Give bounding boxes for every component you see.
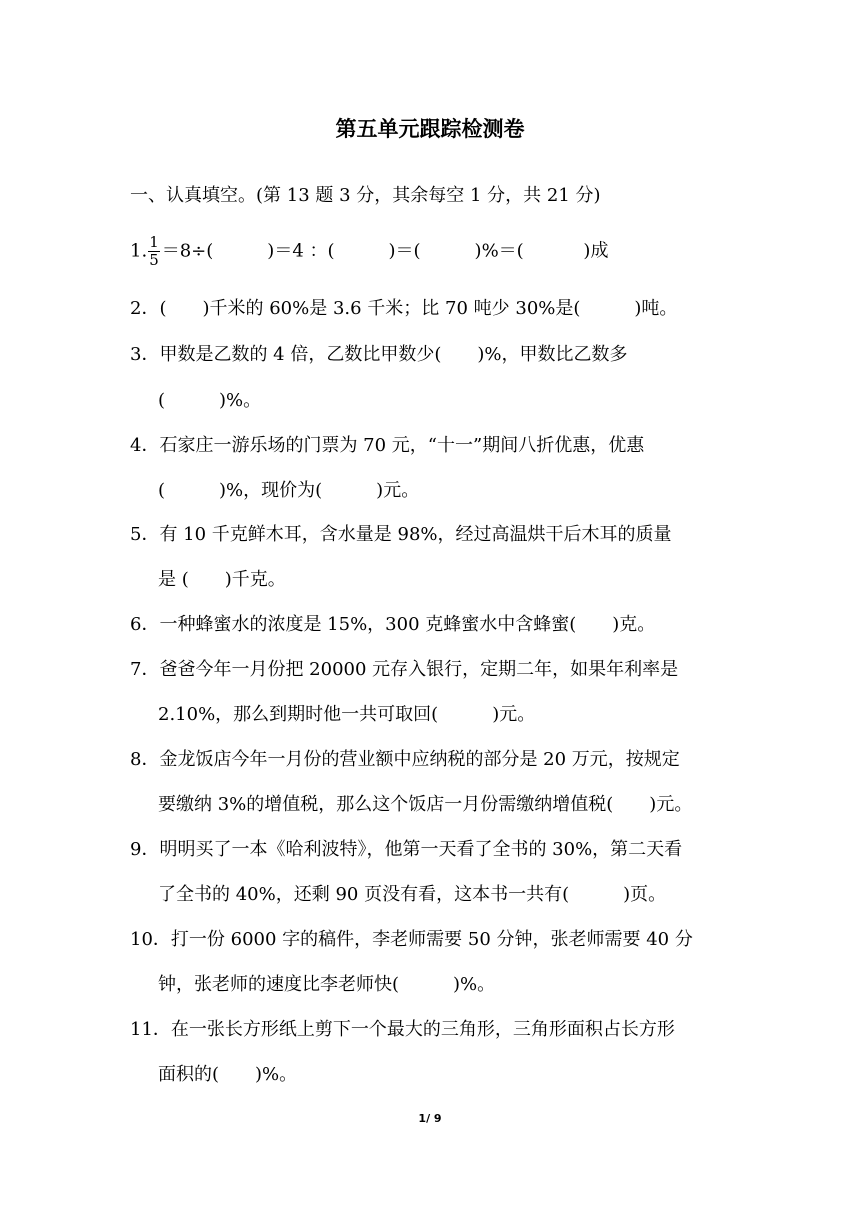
question-8-line-1: 8．金龙饭店今年一月份的营业额中应纳税的部分是 20 万元，按规定 (130, 749, 680, 770)
section-heading: 一、认真填空。(第 13 题 3 分，其余每空 1 分，共 21 分) (130, 185, 601, 206)
question-7-line-2: 2.10%，那么到期时他一共可取回( )元。 (158, 704, 536, 725)
question-8-line-2: 要缴纳 3%的增值税，那么这个饭店一月份需缴纳增值税( )元。 (158, 794, 693, 815)
question-10-line-1: 10．打一份 6000 字的稿件，李老师需要 50 分钟，张老师需要 40 分 (130, 929, 693, 950)
question-10-line-2: 钟，张老师的速度比李老师快( )%。 (158, 974, 496, 995)
question-3-line-1: 3．甲数是乙数的 4 倍，乙数比甲数少( )%，甲数比乙数多 (130, 344, 628, 365)
question-1-number: 1. (130, 240, 148, 262)
question-5-line-2: 是 ( )千克。 (158, 569, 286, 590)
page-number: 1/ 9 (418, 1112, 442, 1125)
question-2: 2．( )千米的 60%是 3.6 千米；比 70 吨少 30%是( )吨。 (130, 298, 678, 319)
fraction-numerator: 1 (149, 233, 159, 251)
question-4-line-1: 4．石家庄一游乐场的门票为 70 元，“十一”期间八折优惠，优惠 (130, 435, 645, 456)
question-7-line-1: 7．爸爸今年一月份把 20000 元存入银行，定期二年，如果年利率是 (130, 659, 679, 680)
question-9-line-2: 了全书的 40%，还剩 90 页没有看，这本书一共有( )页。 (158, 884, 667, 905)
question-11-line-1: 11．在一张长方形纸上剪下一个最大的三角形，三角形面积占长方形 (130, 1019, 675, 1040)
question-9-line-1: 9．明明买了一本《哈利波特》，他第一天看了全书的 30%，第二天看 (130, 839, 683, 860)
document-title: 第五单元跟踪检测卷 (335, 117, 525, 141)
question-1-text: ＝8÷( )＝4 ：( )＝( )%＝( )成 (161, 240, 609, 262)
question-5-line-1: 5．有 10 千克鲜木耳，含水量是 98%，经过高温烘干后木耳的质量 (130, 524, 672, 545)
question-11-line-2: 面积的( )%。 (158, 1064, 298, 1085)
question-1 (130, 234, 608, 269)
question-3-line-2: ( )%。 (158, 390, 262, 411)
fraction-denominator: 5 (149, 251, 159, 269)
question-4-line-2: ( )%，现价为( )元。 (158, 480, 420, 501)
question-6: 6．一种蜂蜜水的浓度是 15%，300 克蜂蜜水中含蜂蜜( )克。 (130, 614, 656, 635)
fraction-one-fifth (148, 234, 160, 269)
